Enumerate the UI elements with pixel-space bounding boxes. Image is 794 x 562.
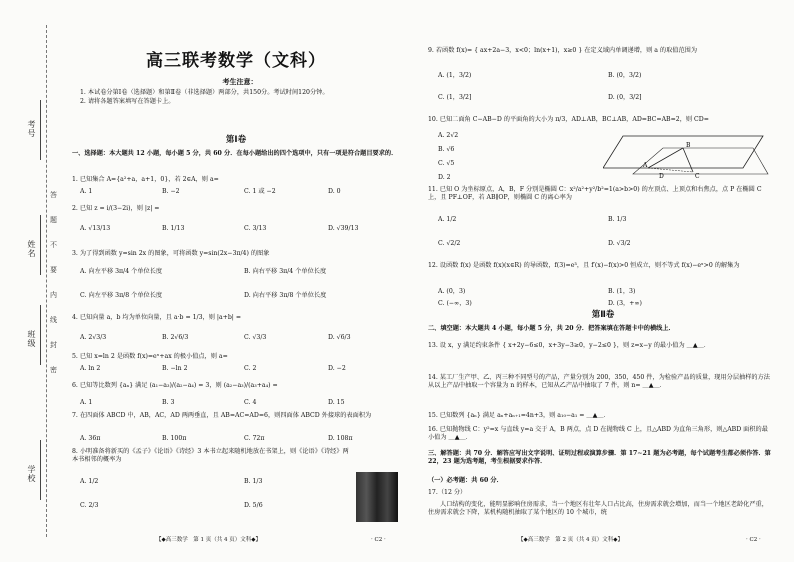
question-17: 17.（12 分） — [428, 489, 467, 496]
option-b: B. 100π — [162, 435, 187, 442]
question-5: 5. 已知 x=ln 2 是函数 f(x)=eˣ+ax 的极小值点，则 a= — [72, 353, 228, 360]
question-16: 16. 已知抛物线 C：y²=x 与直线 y=a 交于 A，B 两点，点 D 在抛物线 C 上，且△ABD 为直角三角形，则△ABD 面积的最小值为 ＿▲＿． — [428, 426, 768, 442]
option-d: D. −2 — [328, 365, 346, 372]
option-c: C. √3/3 — [244, 334, 267, 341]
question-4: 4. 已知向量 a，b 均为单位向量，且 a·b = 1/3，则 |a+b| = — [72, 314, 242, 321]
option-d: D. (0，3/2] — [608, 94, 642, 101]
option-b: B. −2 — [162, 188, 180, 195]
option-a: A. 1/2 — [80, 478, 99, 485]
option-d: D. √3/2 — [608, 240, 631, 247]
binding-dashed-line — [46, 25, 47, 537]
option-d: D. 0 — [328, 188, 341, 195]
page-left — [66, 0, 406, 562]
option-d: D. (3，+∞) — [608, 300, 642, 307]
dihedral-angle-figure — [603, 128, 773, 180]
option-c: C. 4 — [244, 399, 257, 406]
seal-char: 内 — [50, 291, 57, 299]
option-d: D. √6/3 — [328, 334, 351, 341]
notice-heading: 考生注意： — [222, 78, 258, 86]
question-3: 3. 为了得到函数 y=sin 2x 的图象，可将函数 y=sin(2x−3π/4) 的图象 — [72, 250, 270, 257]
page-code: · C2 · — [371, 537, 386, 543]
label-xingming: 姓名 — [27, 240, 36, 258]
seal-char: 题 — [50, 216, 57, 224]
option-a: A. (1，3/2) — [438, 72, 472, 79]
question-2: 2. 已知 z = i/(3−2i)，则 |z| = — [72, 205, 160, 212]
question-15: 15. 已知数列 {aₙ} 满足 aₙ+aₙ₊₁=4n+3，则 a₁₀−a₁ = ＿▲＿． — [428, 412, 610, 419]
option-a: A. 向左平移 3π/4 个单位长度 — [80, 268, 163, 275]
field-xingming — [40, 215, 41, 275]
field-kaohao — [40, 100, 41, 160]
section-heading-1: 第Ⅰ卷 — [225, 135, 247, 145]
label-xuexiao: 学校 — [27, 465, 36, 483]
question-7: 7. 在四面体 ABCD 中，AB，AC，AD 两两垂直，且 AB=AC=AD=6，则四面体 ABCD 外接球的表面积为 — [72, 412, 372, 419]
page-code: · C2 · — [746, 537, 761, 543]
notice-line: 2. 请将各题答案填写在答题卡上。 — [80, 97, 175, 105]
instructions-choice: 一、选择题：本大题共 12 小题，每小题 5 分，共 60 分．在每小题给出的四个选项中，只有一项是符合题目要求的． — [72, 150, 398, 157]
notice-box — [80, 78, 400, 106]
option-b: B. (0，3/2) — [608, 72, 642, 79]
field-xuexiao — [40, 440, 41, 500]
field-banji — [40, 305, 41, 365]
option-d: D. 2 — [438, 174, 451, 181]
question-11: 11. 已知 O 为坐标原点，A，B，F 分别是椭圆 C：x²/a²+y²/b²=1(a>b>0) 的左顶点、上顶点和右焦点，点 P 在椭圆 C 上，且 PF⊥OF，若 AB∥OP，则椭圆 C 的离心率为 — [428, 186, 762, 202]
option-d: D. √39/13 — [328, 225, 359, 232]
option-c: C. (−∞，3) — [438, 300, 472, 307]
question-17-text: 人口结构的变化，能明显影响住房需求，当一个地区有壮年人口占比高，住房需求就会增加，而当一个地区老龄化严重，住房需求就会下降，某机构随机抽取了某个地区的 10 个城市，统 — [428, 501, 768, 517]
page-footer: 【◆高三数学 第 2 页（共 4 页）文科◆】 — [518, 537, 623, 543]
option-a: A. 2√2 — [438, 132, 459, 139]
page-right — [428, 0, 778, 562]
fig-label-c: C — [695, 173, 700, 180]
option-c: C. (1，3/2] — [438, 94, 472, 101]
question-12: 12. 设函数 f(x) 是函数 f(x)(x∈R) 的导函数，f(3)=e³，且 f′(x)−f(x)>0 恒成立，则不等式 f(x)−eˣ>0 的解集为 — [428, 262, 740, 269]
option-a: A. 1 — [80, 188, 93, 195]
option-b: B. −ln 2 — [162, 365, 188, 372]
option-a: A. 2√3/3 — [80, 334, 107, 341]
question-13: 13. 设 x，y 满足约束条件 { x+2y−6≤0，x+3y−3≥0，y−2≤0 }，则 z=x−y 的最小值为 ＿▲＿． — [428, 342, 710, 349]
option-a: A. 1 — [80, 399, 93, 406]
required-subheading: （一）必考题：共 60 分． — [428, 477, 503, 484]
fig-label-b: B — [686, 142, 691, 149]
section-heading-2: 第Ⅱ卷 — [591, 310, 615, 320]
option-a: A. 36π — [80, 435, 101, 442]
seal-char: 答 — [50, 191, 57, 199]
books-photo — [356, 472, 398, 522]
seal-char: 密 — [50, 366, 57, 374]
option-c: C. 3/13 — [244, 225, 267, 232]
fig-label-a: A — [643, 162, 648, 169]
option-b: B. 向右平移 3π/4 个单位长度 — [244, 268, 327, 275]
page-footer: 【◆高三数学 第 1 页（共 4 页）文科◆】 — [156, 537, 261, 543]
option-b: B. 3 — [162, 399, 175, 406]
option-a: A. (0，3) — [438, 288, 466, 295]
option-b: B. 1/3 — [244, 478, 263, 485]
question-9: 9. 若函数 f(x)= { ax+2a−3，x<0；ln(x+1)，x≥0 } 在定义域内单调递增，则 a 的取值范围为 — [428, 47, 698, 54]
option-a: A. √13/13 — [80, 225, 111, 232]
option-c: C. 向左平移 3π/8 个单位长度 — [80, 292, 163, 299]
page-title: 高三联考数学（文科） — [146, 51, 326, 71]
question-6: 6. 已知等比数列 {aₙ} 满足 (a₁−a₃)/(a₂−a₄) = 3，则 (a₂−a₃)/(a₃+a₄) = — [72, 382, 278, 389]
option-b: B. 2√6/3 — [162, 334, 189, 341]
seal-char: 要 — [50, 266, 57, 274]
seal-char: 封 — [50, 341, 57, 349]
label-kaohao: 考号 — [27, 120, 36, 138]
instructions-solve: 三、解答题：共 70 分．解答应写出文字说明、证明过程或演算步骤．第 17∼21 题为必考题，每个试题考生都必须作答．第 22，23 题为选考题，考生根据要求作答． — [428, 450, 771, 466]
option-a: A. ln 2 — [80, 365, 101, 372]
question-8: 8. 小明准备将新买的《孟子》《论语》《诗经》3 本书立起来随机地放在书架上，则《论语》《诗经》两本书相邻的概率为 — [72, 448, 349, 464]
instructions-fill: 二、填空题：本大题共 4 小题，每小题 5 分，共 20 分．把答案填在答题卡中的横线上． — [428, 325, 675, 332]
option-d: D. 108π — [328, 435, 353, 442]
option-b: B. √6 — [438, 146, 455, 153]
seal-char: 不 — [50, 241, 57, 249]
notice-line: 1. 本试卷分第Ⅰ卷（选择题）和第Ⅱ卷（非选择题）两部分，共150分。考试时间120分钟。 — [80, 89, 329, 97]
option-d: D. 向右平移 3π/8 个单位长度 — [244, 292, 327, 299]
option-c: C. 1 或 −2 — [244, 188, 276, 195]
option-c: C. 72π — [244, 435, 265, 442]
label-banji: 班级 — [27, 330, 36, 348]
option-b: B. 1/13 — [162, 225, 185, 232]
question-14: 14. 某工厂生产甲、乙、丙三种不同型号的产品，产量分别为 200，350，450 件，为检验产品的质量，现用分层抽样的方法从以上产品中抽取一个容量为 n 的样本，已知从乙产品中抽取了 7 件，则 n= ＿▲＿． — [428, 374, 770, 390]
option-a: A. 1/2 — [438, 216, 457, 223]
binding-strip — [0, 0, 58, 562]
option-c: C. 2 — [244, 365, 257, 372]
seal-char: 线 — [50, 316, 57, 324]
fig-label-d: D — [659, 173, 664, 180]
option-b: B. 1/3 — [608, 216, 627, 223]
option-b: B. (1，3) — [608, 288, 636, 295]
question-10: 10. 已知二面角 C−AB−D 的平面角的大小为 π/3，AD⊥AB，BC⊥AB，AD=BC=AB=2，则 CD= — [428, 116, 709, 123]
option-d: D. 15 — [328, 399, 345, 406]
option-c: C. √2/2 — [438, 240, 461, 247]
question-1: 1. 已知集合 A={a²+a，a+1，0}，若 2∈A，则 a= — [72, 176, 219, 183]
option-d: D. 5/6 — [244, 502, 263, 509]
option-c: C. √5 — [438, 160, 455, 167]
option-c: C. 2/3 — [80, 502, 99, 509]
